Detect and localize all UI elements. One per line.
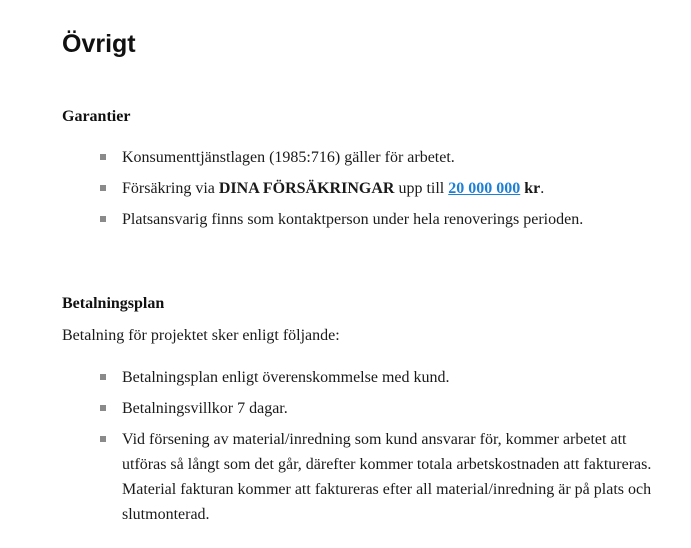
insurance-amount-link[interactable]: 20 000 000 xyxy=(448,180,521,197)
section-heading-betalningsplan: Betalningsplan xyxy=(62,295,165,312)
list-item: Platsansvarig finns som kontaktperson under hela renoverings perioden. xyxy=(0,207,691,232)
list-item: Vid försening av material/inredning som kund ansvarar för, kommer arbetet att utföras så långt som det går, därefter kommer totala arbetskostnaden att faktureras. Material fakturan kommer att faktureras efter all material/inredning är på plats och slutmonterad. xyxy=(0,427,691,527)
square-bullet-icon xyxy=(100,216,106,222)
list-item: Betalningsplan enligt överenskommelse med kund. xyxy=(0,365,691,390)
square-bullet-icon xyxy=(100,374,106,380)
square-bullet-icon xyxy=(100,405,106,411)
betalningsplan-intro: Betalning för projektet sker enligt följande: xyxy=(62,327,340,344)
square-bullet-icon xyxy=(100,185,106,191)
square-bullet-icon xyxy=(100,154,106,160)
garantier-list xyxy=(0,145,691,238)
list-item: Försäkring via DINA FÖRSÄKRINGAR upp till 20 000 000 kr. xyxy=(0,176,691,201)
square-bullet-icon xyxy=(100,436,106,442)
list-item: Konsumenttjänstlagen (1985:716) gäller för arbetet. xyxy=(0,145,691,170)
list-item: Betalningsvillkor 7 dagar. xyxy=(0,396,691,421)
insurer-name: DINA FÖRSÄKRINGAR xyxy=(218,180,395,197)
page-title: Övrigt xyxy=(62,30,136,58)
section-heading-garantier: Garantier xyxy=(62,108,131,125)
betalningsplan-list xyxy=(0,365,691,533)
